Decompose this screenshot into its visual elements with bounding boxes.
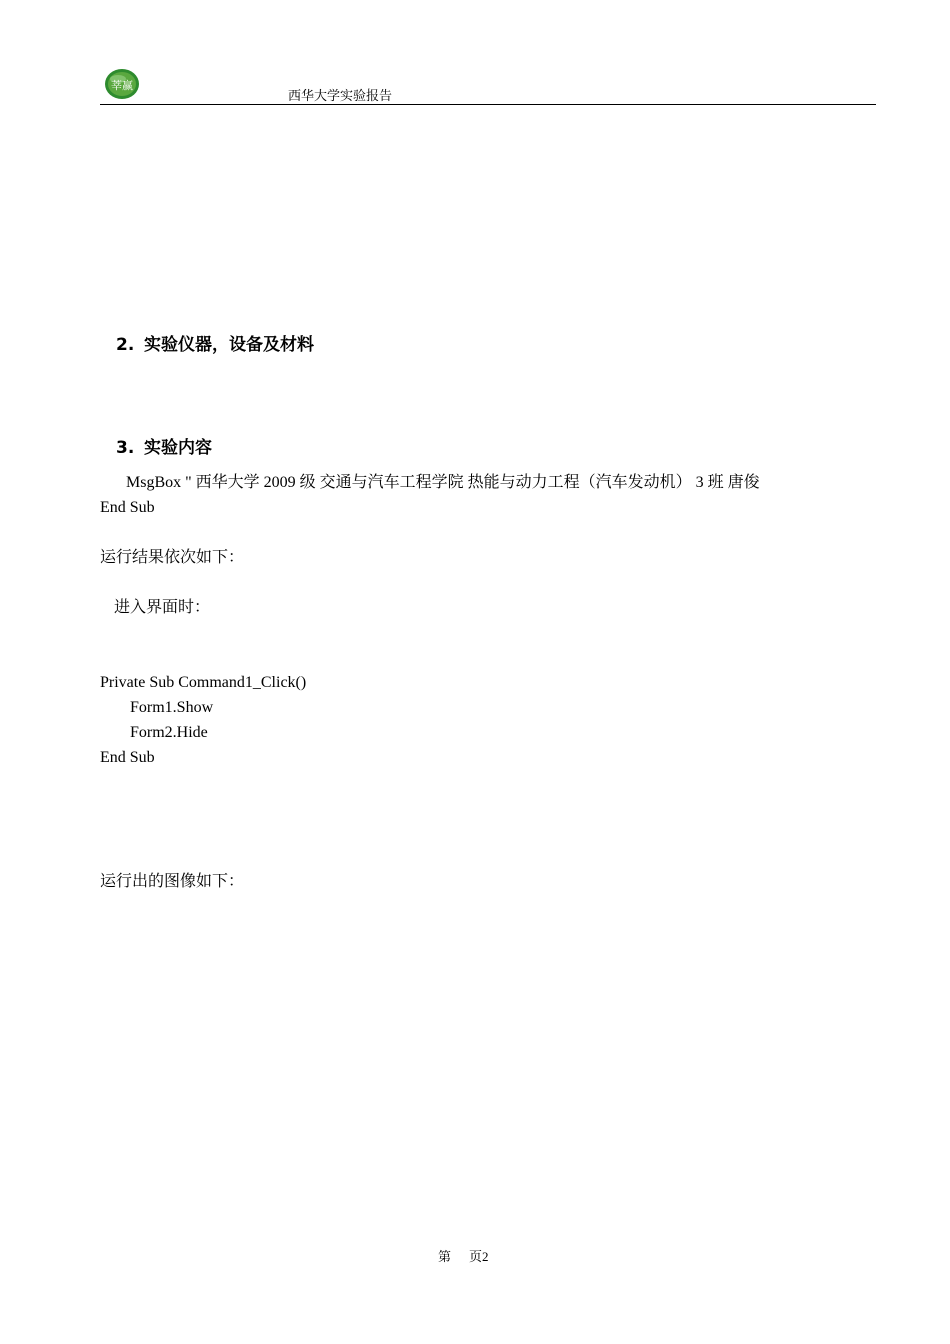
logo-icon: [104, 68, 140, 100]
section-title: 实验内容: [144, 438, 212, 458]
university-logo: [104, 68, 140, 100]
results-intro-text: 运行结果依次如下：: [100, 549, 245, 566]
section-heading-equipment: [116, 334, 314, 356]
enter-screen-text: 进入界面时：: [114, 599, 211, 616]
code-line-form1-show: Form1.Show: [130, 699, 214, 716]
image-intro-text: 运行出的图像如下：: [100, 873, 245, 890]
end-sub-line: End Sub: [100, 499, 155, 516]
section-number: 2.: [116, 335, 135, 355]
report-header-title: 西华大学实验报告: [288, 88, 393, 103]
code-line-sub-declaration: Private Sub Command1_Click(): [100, 674, 307, 691]
footer-page: 页2: [469, 1249, 489, 1264]
section-number: 3.: [116, 438, 135, 458]
msgbox-code-line: MsgBox " 西华大学 2009 级 交通与汽车工程学院 热能与动力工程（汽车发动机） 3 班 唐俊: [126, 474, 760, 491]
code-line-form2-hide: Form2.Hide: [130, 724, 208, 741]
section-title: 实验仪器，设备及材料: [144, 335, 314, 355]
footer-prefix: 第: [438, 1249, 452, 1264]
code-line-end-sub: End Sub: [100, 749, 155, 766]
page-number-footer: [438, 1249, 489, 1265]
header-divider: [100, 104, 876, 105]
section-heading-content: [116, 437, 212, 459]
logo-text: 莘赢: [111, 79, 133, 92]
